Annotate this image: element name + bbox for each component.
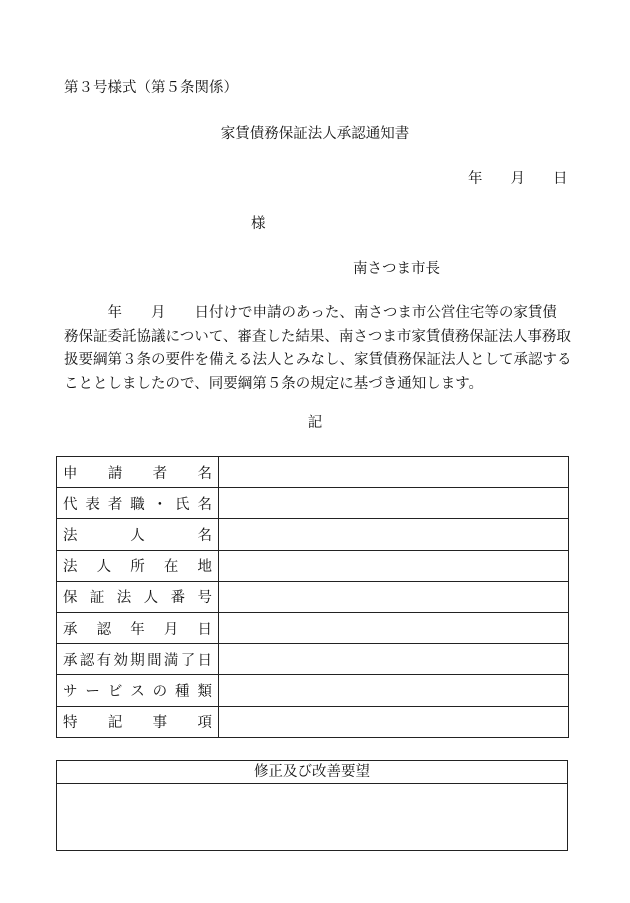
body-line: こととしましたので、同要綱第５条の規定に基づき通知します。 <box>64 375 484 392</box>
row-value[interactable] <box>219 519 569 550</box>
issuer-name: 南さつま市長 <box>353 261 440 277</box>
info-table <box>56 456 569 738</box>
table-row <box>57 644 569 675</box>
table-row <box>57 488 569 519</box>
row-label: 代 表 者 職 ・ 氏 名 <box>57 488 219 519</box>
row-value[interactable] <box>219 644 569 675</box>
table-row <box>57 457 569 488</box>
row-label: 法 人 名 <box>57 519 219 550</box>
row-label: サ ー ビ ス の 種 類 <box>57 675 219 706</box>
body-paragraph <box>64 302 574 396</box>
addressee: 様 <box>251 216 266 232</box>
body-line: 務保証委託協議について、審査した結果、南さつま市家賃債務保証法人事務取 <box>64 328 571 345</box>
table-row <box>57 519 569 550</box>
row-value[interactable] <box>219 457 569 488</box>
row-value[interactable] <box>219 706 569 737</box>
body-line: 年 月 日付けで申請のあった、南さつま市公営住宅等の家賃債 <box>64 305 557 321</box>
request-section-content[interactable] <box>57 784 567 852</box>
request-section <box>56 760 568 851</box>
table-row <box>57 675 569 706</box>
row-label: 保 証 法 人 番 号 <box>57 581 219 612</box>
year-label: 年 <box>468 171 483 187</box>
table-row <box>57 612 569 643</box>
table-row <box>57 581 569 612</box>
date-line <box>468 172 568 187</box>
day-label: 日 <box>553 171 568 187</box>
form-number: 第３号様式（第５条関係） <box>64 80 238 96</box>
row-label: 承 認 有 効 期 間 満 了 日 <box>57 644 219 675</box>
document-title: 家賃債務保証法人承認通知書 <box>220 126 410 142</box>
row-value[interactable] <box>219 550 569 581</box>
body-line: 扱要綱第３条の要件を備える法人とみなし、家賃債務保証法人として承認する <box>64 352 572 368</box>
row-label: 特 記 事 項 <box>57 706 219 737</box>
row-label: 承 認 年 月 日 <box>57 612 219 643</box>
ki-heading: 記 <box>307 415 323 431</box>
month-label: 月 <box>510 171 525 187</box>
row-label: 申 請 者 名 <box>57 457 219 488</box>
row-value[interactable] <box>219 581 569 612</box>
table-row <box>57 550 569 581</box>
row-label: 法 人 所 在 地 <box>57 550 219 581</box>
request-section-title: 修正及び改善要望 <box>57 761 567 784</box>
row-value[interactable] <box>219 488 569 519</box>
table-row <box>57 706 569 737</box>
row-value[interactable] <box>219 675 569 706</box>
row-value[interactable] <box>219 612 569 643</box>
